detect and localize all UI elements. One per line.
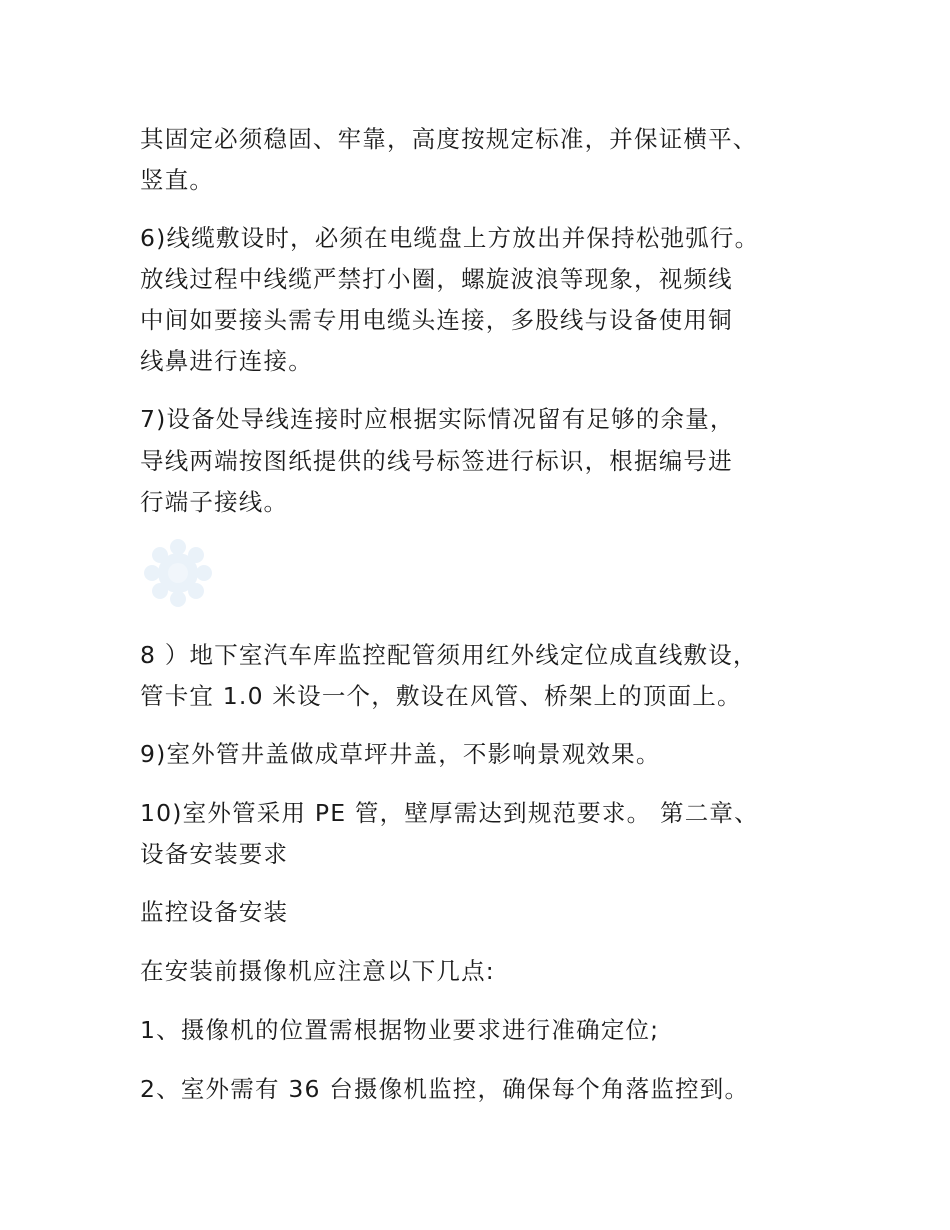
text-line: 竖直。 [140,166,215,194]
text-line: 10)室外管采用 PE 管，壁厚需达到规范要求。 第二章、 [140,799,759,827]
text-line: 其固定必须稳固、牢靠，高度按规定标准，并保证横平、 [140,125,758,153]
text-line: 行端子接线。 [140,488,289,516]
list-item: 1、摄像机的位置需根据物业要求进行准确定位; [140,1016,660,1044]
snowflake-watermark-icon [138,533,218,613]
text-line: 中间如要接头需专用电缆头连接，多股线与设备使用铜 [140,306,733,334]
text-line: 管卡宜 1.0 米设一个，敷设在风管、桥架上的顶面上。 [140,682,742,710]
text-line: 设备安装要求 [140,840,289,868]
text-line: 7)设备处导线连接时应根据实际情况留有足够的余量， [140,405,735,433]
section-heading: 监控设备安装 [140,898,289,926]
text-line: 导线两端按图纸提供的线号标签进行标识，根据编号进 [140,447,733,475]
list-item: 2、室外需有 36 台摄像机监控，确保每个角落监控到。 [140,1075,750,1103]
text-line: 线鼻进行连接。 [140,347,313,375]
text-line: 8 ）地下室汽车库监控配管须用红外线定位成直线敷设， [140,641,758,669]
text-line: 9)室外管井盖做成草坪井盖，不影响景观效果。 [140,740,661,768]
text-line: 6)线缆敷设时，必须在电缆盘上方放出并保持松弛弧行。 [140,224,760,252]
text-line: 在安装前摄像机应注意以下几点: [140,957,495,985]
text-line: 放线过程中线缆严禁打小圈，螺旋波浪等现象，视频线 [140,265,733,293]
